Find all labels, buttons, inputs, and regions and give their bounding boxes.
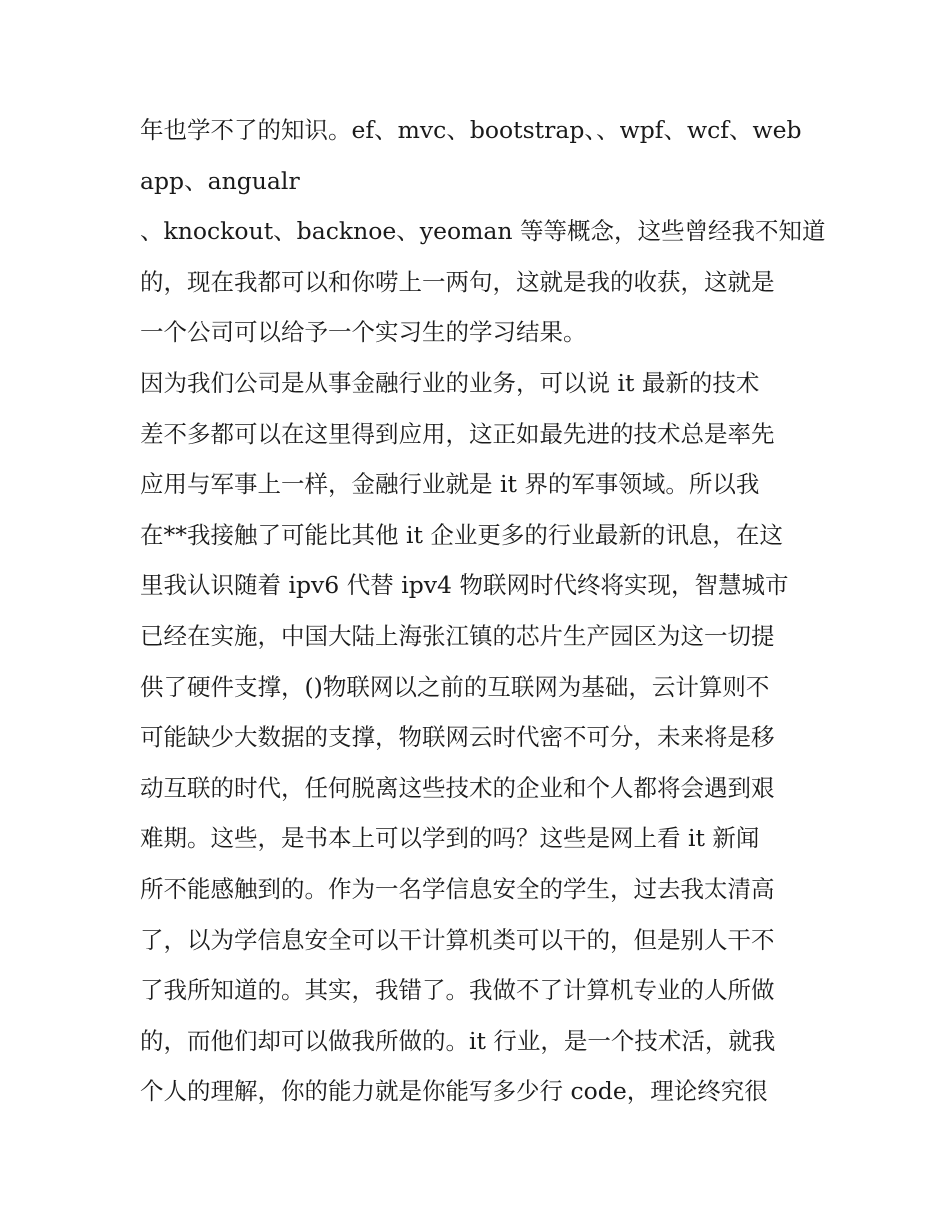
text-line: 的，现在我都可以和你唠上一两句，这就是我的收获，这就是 bbox=[140, 267, 775, 296]
text-line: 了我所知道的。其实，我错了。我做不了计算机专业的人所做 bbox=[140, 976, 775, 1005]
text-line: 差不多都可以在这里得到应用，这正如最先进的技术总是率先 bbox=[140, 419, 775, 448]
text-line: 了，以为学信息安全可以干计算机类可以干的，但是别人干不 bbox=[140, 925, 775, 954]
text-line: 的，而他们却可以做我所做的。it 行业，是一个技术活，就我 bbox=[140, 1026, 776, 1055]
text-line: 供了硬件支撑，()物联网以之前的互联网为基础，云计算则不 bbox=[140, 672, 770, 701]
body-text bbox=[140, 105, 826, 1117]
text-line: 所不能感触到的。作为一名学信息安全的学生，过去我太清高 bbox=[140, 874, 775, 903]
text-line: 一个公司可以给予一个实习生的学习结果。 bbox=[140, 318, 587, 347]
text-line: 难期。这些，是书本上可以学到的吗？这些是网上看 it 新闻 bbox=[140, 824, 760, 853]
text-line: 已经在实施，中国大陆上海张江镇的芯片生产园区为这一切提 bbox=[140, 621, 775, 650]
text-line: 在**我接触了可能比其他 it 企业更多的行业最新的讯息，在这 bbox=[140, 520, 783, 549]
text-line: 可能缺少大数据的支撑，物联网云时代密不可分，未来将是移 bbox=[140, 723, 775, 752]
text-line: 应用与军事上一样，金融行业就是 it 界的军事领域。所以我 bbox=[140, 470, 760, 499]
text-line: 动互联的时代，任何脱离这些技术的企业和个人都将会遇到艰 bbox=[140, 773, 775, 802]
text-line: 个人的理解，你的能力就是你能写多少行 code，理论终究很 bbox=[140, 1077, 768, 1106]
text-line: 因为我们公司是从事金融行业的业务，可以说 it 最新的技术 bbox=[140, 368, 760, 397]
text-line: app、angualr bbox=[140, 166, 300, 195]
text-line: 、knockout、backnoe、yeoman 等等概念，这些曾经我不知道 bbox=[140, 217, 826, 246]
text-line: 年也学不了的知识。ef、mvc、bootstrap、、wpf、wcf、web bbox=[140, 116, 802, 144]
text-line: 里我认识随着 ipv6 代替 ipv4 物联网时代终将实现，智慧城市 bbox=[140, 571, 789, 600]
